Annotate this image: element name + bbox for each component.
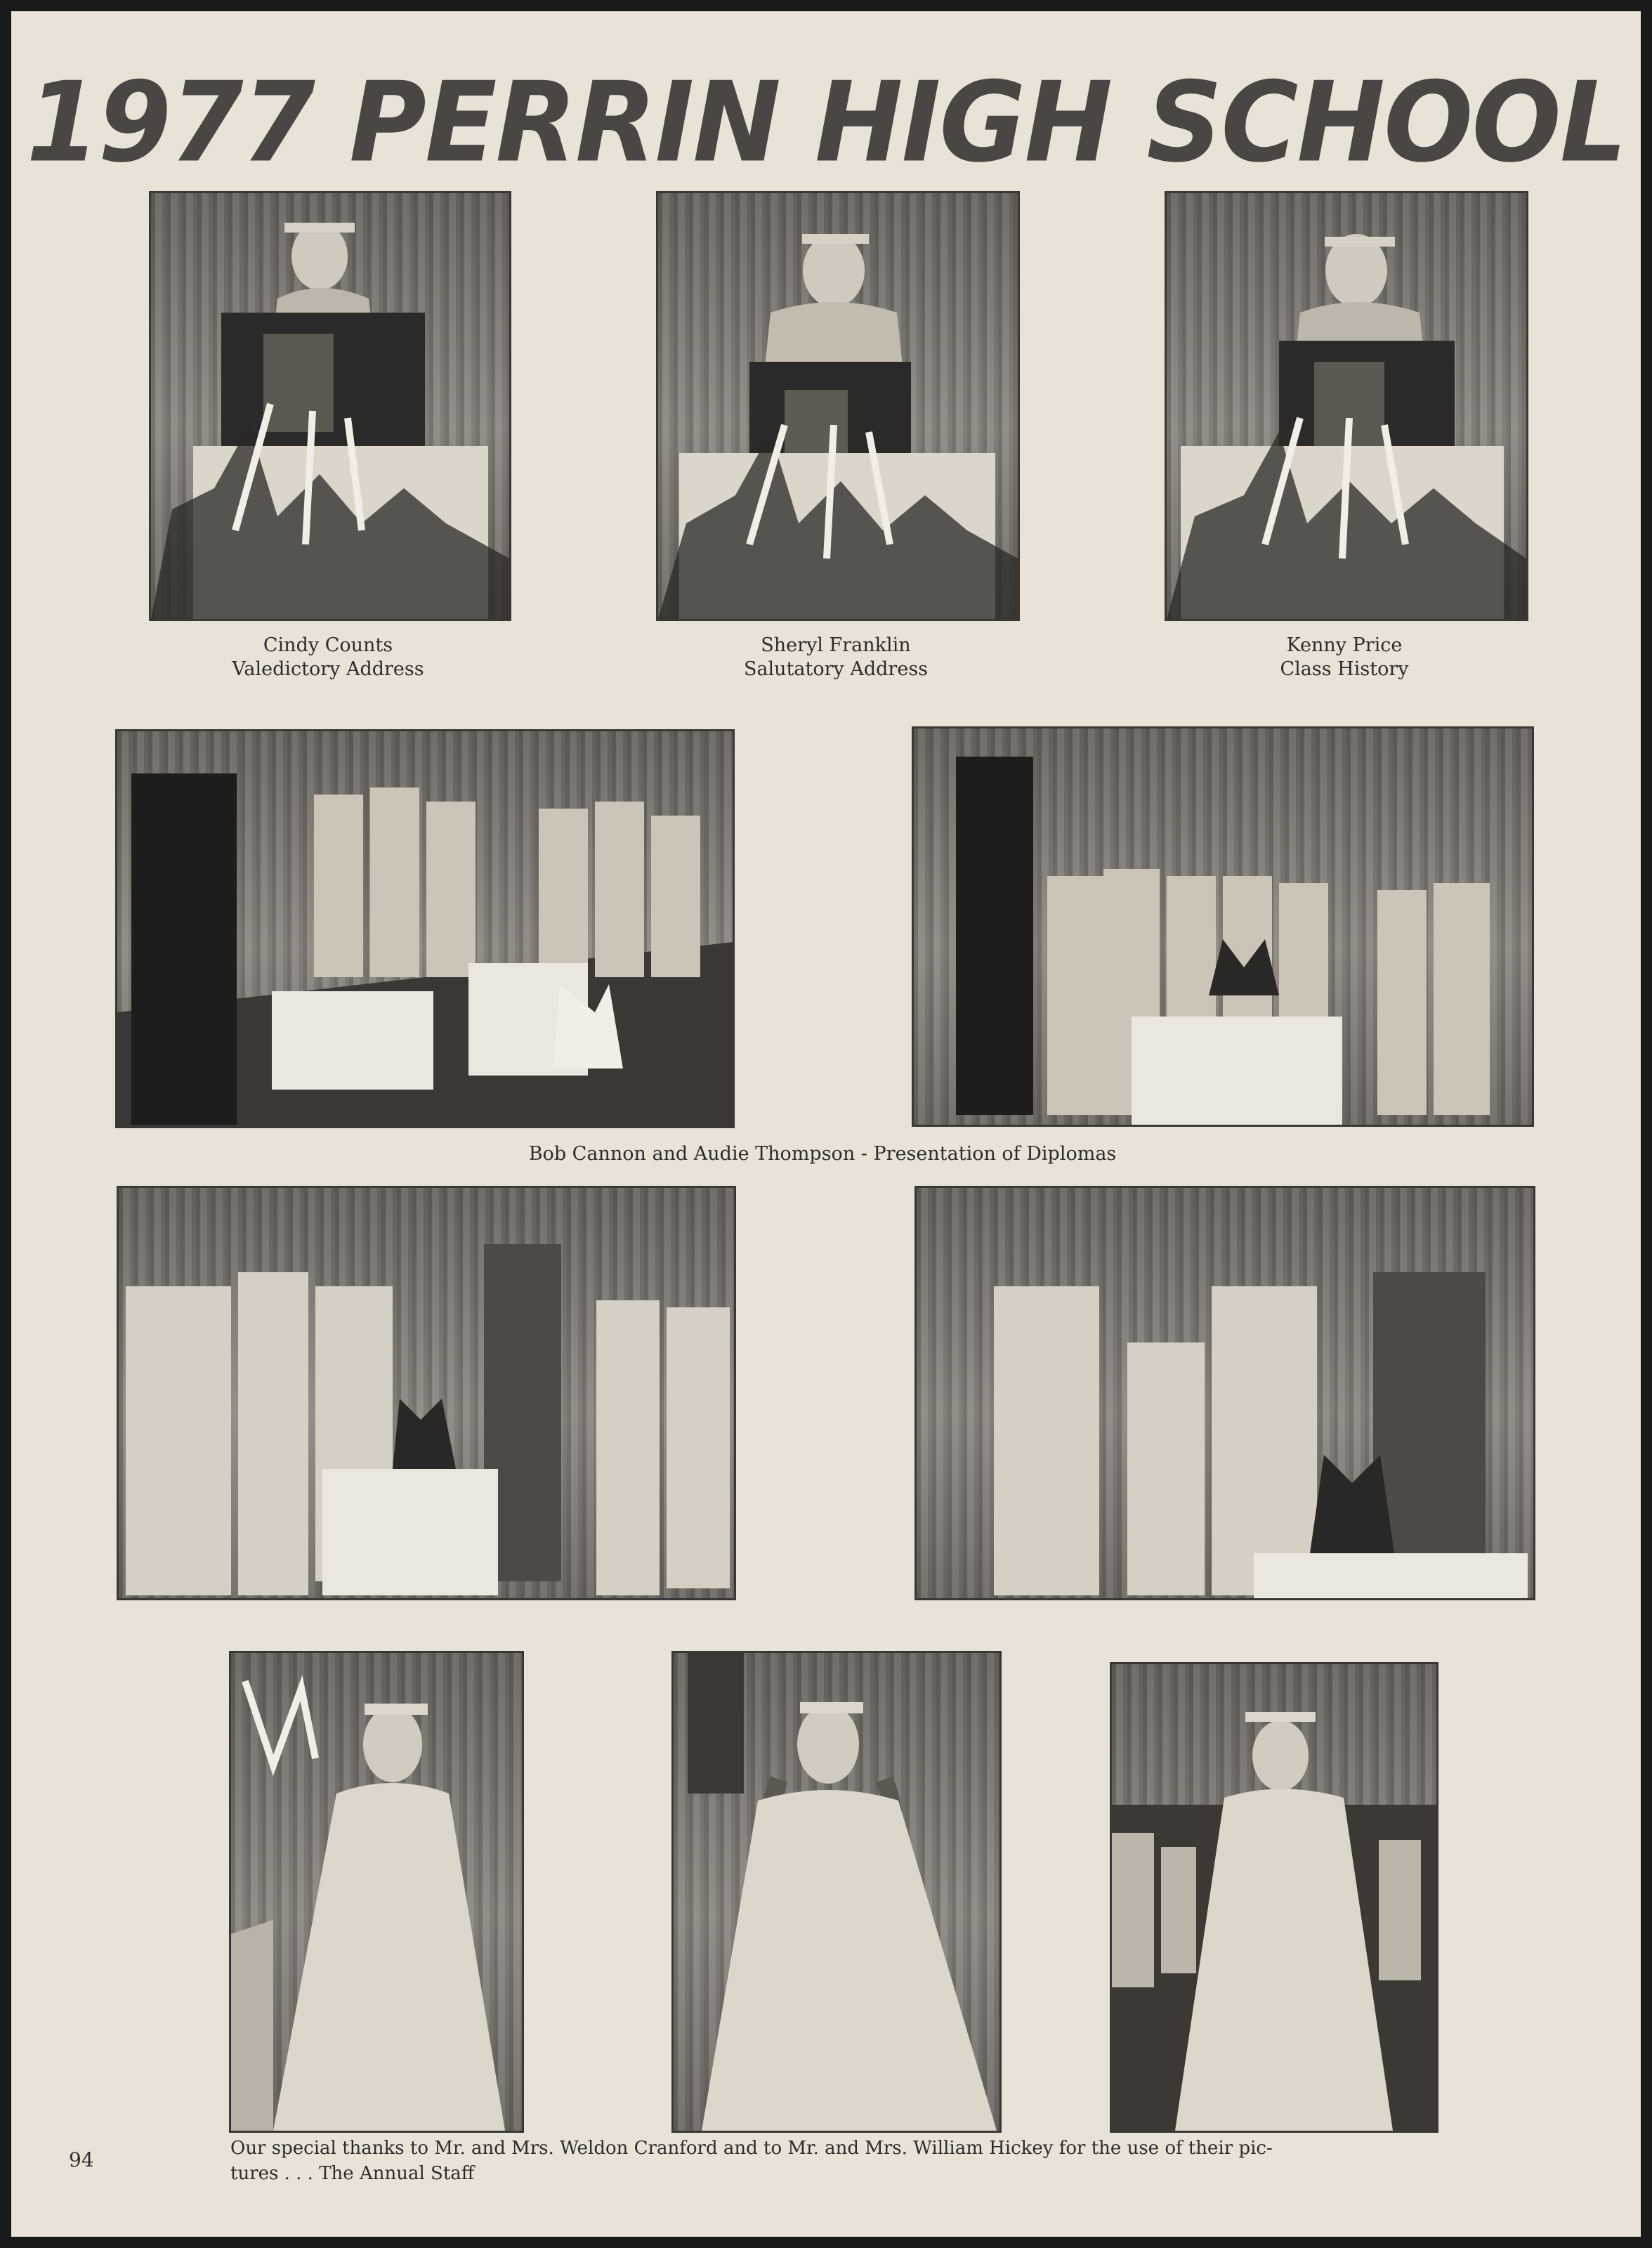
ceremony-photo-art <box>117 731 733 1126</box>
graduate-photo-art <box>1112 1664 1436 2131</box>
speaker-name: Kenny Price <box>1286 634 1403 656</box>
caption-cindy-counts <box>149 634 507 681</box>
speaker-name: Sheryl Franklin <box>761 634 911 656</box>
speaker-role: Class History <box>1280 658 1409 680</box>
thanks-note <box>230 2136 1438 2186</box>
speaker-role: Valedictory Address <box>232 658 424 680</box>
speaker-photo-art <box>151 193 509 619</box>
photo-diplomas-left <box>115 729 735 1128</box>
photo-graduate-walking-2 <box>671 1651 1002 2133</box>
page-number: 94 <box>69 2148 94 2171</box>
caption-kenny-price <box>1165 634 1524 681</box>
diplomas-caption-text: Bob Cannon and Audie Thompson - Presentation of Diplomas <box>528 1143 1117 1165</box>
thanks-line-1: Our special thanks to Mr. and Mrs. Weldon Cranford and to Mr. and Mrs. William Hickey for the use of their pic- <box>230 2138 1273 2159</box>
caption-sheryl-franklin <box>656 634 1016 681</box>
graduate-photo-art <box>231 1653 522 2131</box>
yearbook-page <box>11 11 1641 2237</box>
thanks-line-2: tures . . . The Annual Staff <box>230 2163 475 2184</box>
graduate-photo-art <box>674 1653 999 2131</box>
photo-diplomas-right <box>912 726 1534 1127</box>
photo-graduate-walking-3 <box>1110 1662 1438 2133</box>
speaker-role: Salutatory Address <box>743 658 929 680</box>
photo-kenny-price <box>1165 191 1528 621</box>
speaker-photo-art <box>658 193 1018 619</box>
photo-sheryl-franklin <box>656 191 1020 621</box>
photo-diplomas-row3-right <box>914 1186 1535 1600</box>
speaker-name: Cindy Counts <box>263 634 393 656</box>
ceremony-photo-art <box>119 1188 734 1598</box>
photo-cindy-counts <box>149 191 511 621</box>
caption-diplomas <box>115 1142 1530 1166</box>
ceremony-photo-art <box>914 728 1532 1125</box>
ceremony-photo-art <box>917 1188 1533 1598</box>
page-title: 1977 PERRIN HIGH SCHOOL <box>26 58 1626 188</box>
speaker-photo-art <box>1167 193 1526 619</box>
photo-graduate-walking-1 <box>229 1651 524 2133</box>
photo-diplomas-row3-left <box>117 1186 736 1600</box>
